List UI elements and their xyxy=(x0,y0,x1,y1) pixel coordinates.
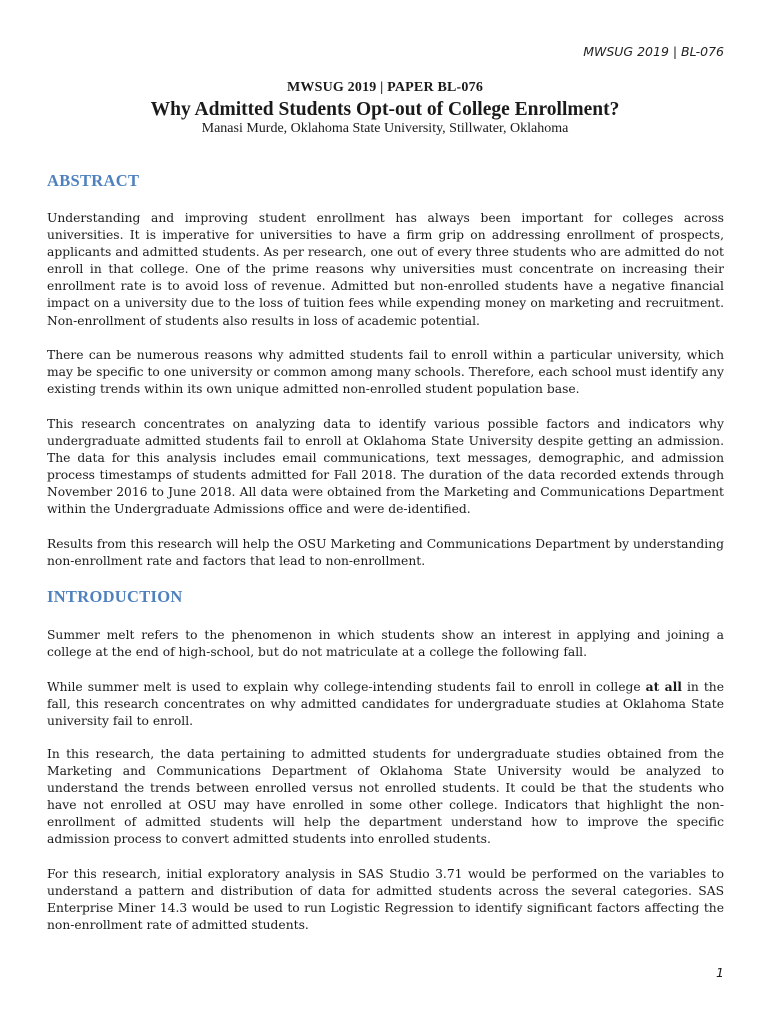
author-line: Manasi Murde, Oklahoma State University, Stillwater, Oklahoma xyxy=(201,121,569,136)
introduction-paragraph-1: Summer melt refers to the phenomenon in which students show an interest in applying and joining a college at the end of high-school, but do not matriculate at a college the following fall. xyxy=(47,628,724,660)
introduction-paragraph-3: In this research, the data pertaining to admitted students for undergraduate studies obtained from the Marketing and Communications Department of Oklahoma State University would be analyzed to understand the trends between enrolled versus not enrolled students. It could be that the students who have not enrolled at OSU may have enrolled in some other college. Indicators that highlight the non-enrollment of admitted students will help the department understand how to improve the specific admission process to convert admitted students into enrolled students. xyxy=(47,747,724,847)
abstract-paragraph-1: Understanding and improving student enrollment has always been important for colleges across universities. It is imperative for universities to have a firm grip on addressing enrollment of prospects, applicants and admitted students. As per research, one out of every three students who are admitted do not enroll in that college. One of the prime reasons why universities must concentrate on increasing their enrollment rate is to avoid loss of revenue. Admitted but non-enrolled students have a negative financial impact on a university due to the loss of tuition fees while expending money on marketing and recruitment. Non-enrollment of students also results in loss of academic potential. xyxy=(47,211,724,328)
introduction-paragraph-2 xyxy=(47,678,724,730)
abstract-paragraph-2: There can be numerous reasons why admitted students fail to enroll within a particular university, which may be specific to one university or common among many schools. Therefore, each school must identify any existing trends within its own unique admitted non-enrolled student population base. xyxy=(47,348,724,397)
introduction-paragraph-4: For this research, initial exploratory analysis in SAS Studio 3.71 would be performed on the variables to understand a pattern and distribution of data for admitted students across the several categories. SAS Enterprise Miner 14.3 would be used to run Logistic Regression to identify significant factors affecting the non-enrollment rate of admitted students. xyxy=(47,867,724,933)
intro-p2-text-end: in the fall, this research concentrates on why admitted candidates for undergraduate studies at Oklahoma State university fail to enroll. xyxy=(47,680,724,729)
intro-p2-text-start: While summer melt is used to explain why college-intending students fail to enroll in college xyxy=(47,680,646,694)
introduction-heading: INTRODUCTION xyxy=(47,587,183,606)
abstract-paragraph-3: This research concentrates on analyzing data to identify various possible factors and indicators why undergraduate admitted students fail to enroll at Oklahoma State University despite getting an admission. The data for this analysis includes email communications, text messages, demographic, and admission process timestamps of students admitted for Fall 2018. The duration of the data recorded extends through November 2016 to June 2018. All data were obtained from the Marketing and Communications Department within the Undergraduate Admissions office and were de-identified. xyxy=(47,417,724,517)
page-number: 1 xyxy=(716,965,724,980)
abstract-heading: ABSTRACT xyxy=(47,171,140,190)
paper-id: MWSUG 2019 | PAPER BL-076 xyxy=(286,80,484,95)
running-head: MWSUG 2019 | BL-076 xyxy=(583,44,724,59)
abstract-paragraph-4: Results from this research will help the OSU Marketing and Communications Department by understanding non-enrollment rate and factors that lead to non-enrollment. xyxy=(47,537,724,569)
paper-title: Why Admitted Students Opt-out of College Enrollment? xyxy=(150,99,620,120)
intro-p2-emphasis: at all xyxy=(645,679,682,694)
